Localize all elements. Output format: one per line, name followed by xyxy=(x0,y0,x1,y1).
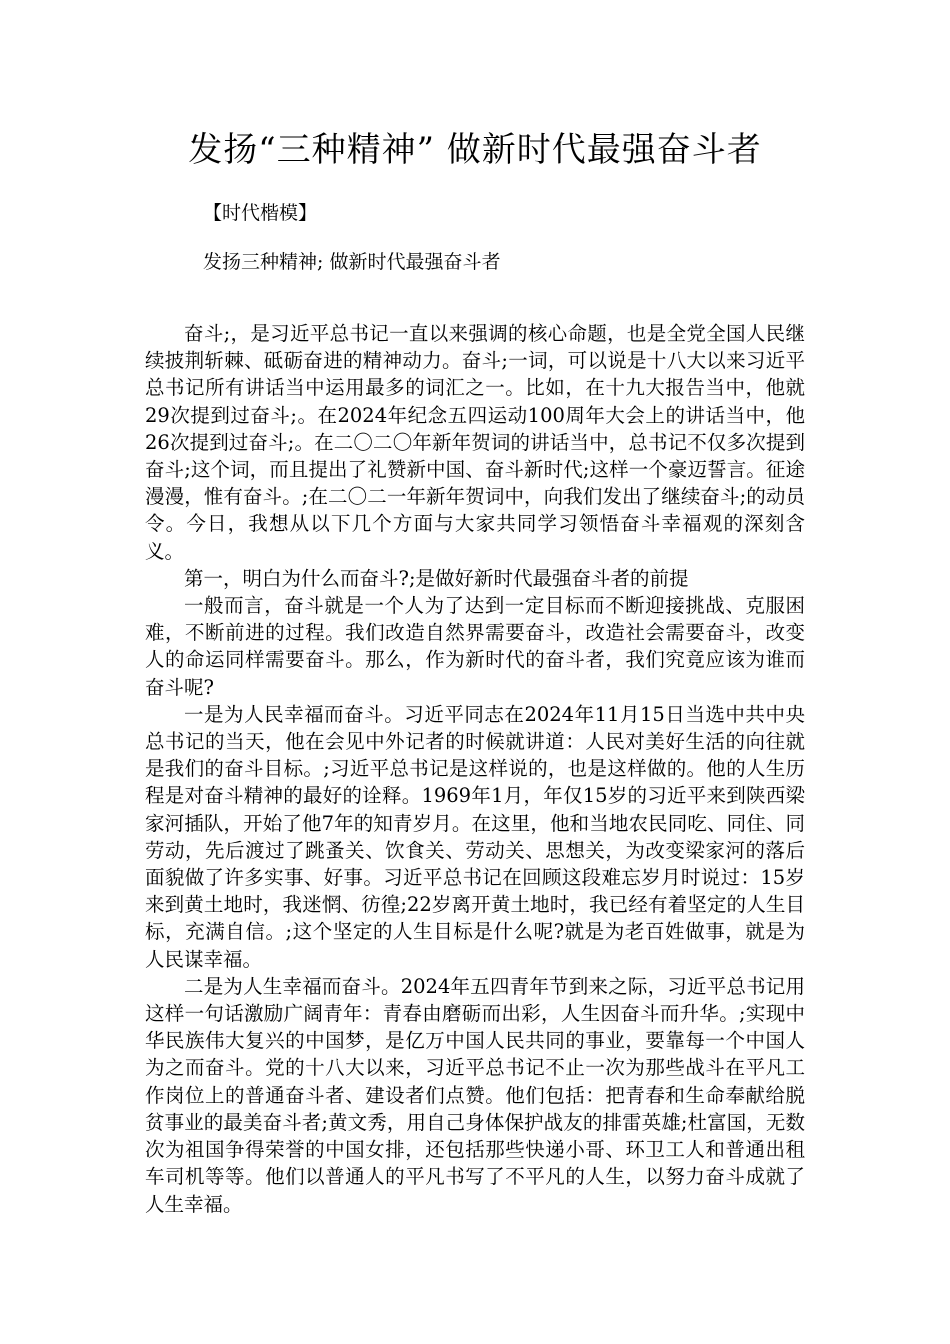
body-paragraph: 奋斗;，是习近平总书记一直以来强调的核心命题，也是全党全国人民继续披荆斩棘、砥砺奋进的精神动力。奋斗;一词，可以说是十八大以来习近平总书记所有讲话当中运用最多的词汇之一。比如，在十九大报告当中，他就29次提到过奋斗;。在2024年纪念五四运动100周年大会上的讲话当中，他26次提到过奋斗;。在二〇二〇年新年贺词的讲话当中，总书记不仅多次提到奋斗;这个词，而且提出了礼赞新中国、奋斗新时代;这样一个豪迈誓言。征途漫漫，惟有奋斗。;在二〇二一年新年贺词中，向我们发出了继续奋斗;的动员令。今日，我想从以下几个方面与大家共同学习领悟奋斗幸福观的深刻含义。 xyxy=(145,322,805,563)
document-subtitle: 发扬三种精神; 做新时代最强奋斗者 xyxy=(203,251,501,273)
document-body xyxy=(145,320,805,1218)
document-title: 发扬“三种精神” 做新时代最强奋斗者 xyxy=(188,130,762,170)
body-paragraph: 一般而言，奋斗就是一个人为了达到一定目标而不断迎接挑战、克服困难，不断前进的过程。我们改造自然界需要奋斗，改造社会需要奋斗，改变人的命运同样需要奋斗。那么，作为新时代的奋斗者，我们究竟应该为谁而奋斗呢? xyxy=(145,594,805,699)
column-tag: 【时代楷模】 xyxy=(203,202,318,224)
section-heading: 第一，明白为什么而奋斗?;是做好新时代最强奋斗者的前提 xyxy=(184,566,689,590)
body-paragraph: 二是为人生幸福而奋斗。2024年五四青年节到来之际，习近平总书记用这样一句话激励广阔青年：青春由磨砺而出彩，人生因奋斗而升华。;实现中华民族伟大复兴的中国梦，是亿万中国人民共同的事业，要靠每一个中国人为之而奋斗。党的十八大以来，习近平总书记不止一次为那些战斗在平凡工作岗位上的普通奋斗者、建设者们点赞。他们包括：把青春和生命奉献给脱贫事业的最美奋斗者;黄文秀，用自己身体保护战友的排雷英雄;杜富国，无数次为祖国争得荣誉的中国女排，还包括那些快递小哥、环卫工人和普通出租车司机等等。他们以普通人的平凡书写了不平凡的人生，以努力奋斗成就了人生幸福。 xyxy=(145,974,805,1216)
body-paragraph: 一是为人民幸福而奋斗。习近平同志在2024年11月15日当选中共中央总书记的当天，他在会见中外记者的时候就讲道：人民对美好生活的向往就是我们的奋斗目标。;习近平总书记是这样说的，也是这样做的。他的人生历程是对奋斗精神的最好的诠释。1969年1月，年仅15岁的习近平来到陕西梁家河插队，开始了他7年的知青岁月。在这里，他和当地农民同吃、同住、同劳动，先后渡过了跳蚤关、饮食关、劳动关、思想关，为改变梁家河的落后面貌做了许多实事、好事。习近平总书记在回顾这段难忘岁月时说过：15岁来到黄土地时，我迷惘、彷徨;22岁离开黄土地时，我已经有着坚定的人生目标，充满自信。;这个坚定的人生目标是什么呢?就是为老百姓做事，就是为人民谋幸福。 xyxy=(145,702,805,971)
